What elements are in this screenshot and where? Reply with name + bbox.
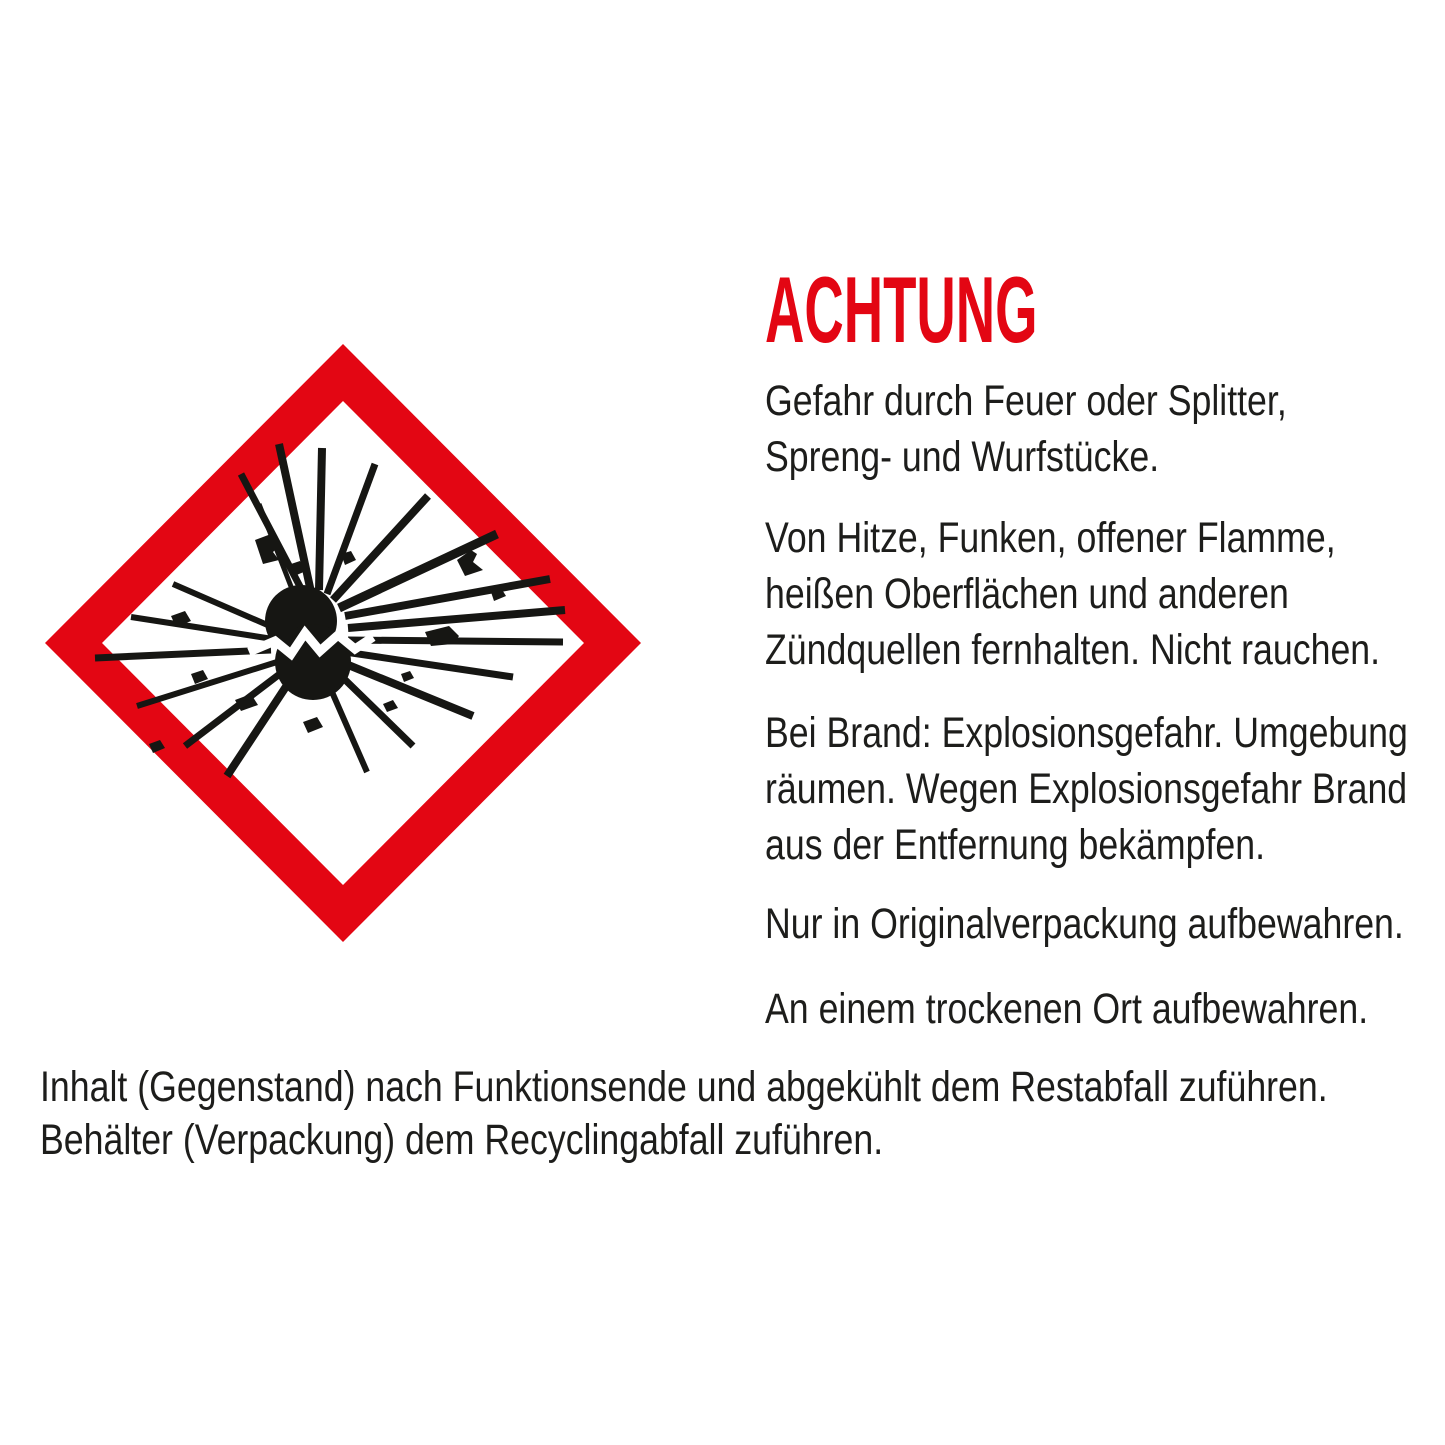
hazard-statement-line: Spreng- und Wurfstücke. xyxy=(765,433,1160,481)
precaution-original-packaging-line: Nur in Originalverpackung aufbewahren. xyxy=(765,900,1404,948)
precaution-dry-place xyxy=(765,981,1368,1037)
precaution-keep-away-line: heißen Oberflächen und anderen xyxy=(765,570,1289,618)
precaution-fire-line: Bei Brand: Explosionsgefahr. Umgebung xyxy=(765,709,1408,757)
hazard-statement-line: Gefahr durch Feuer oder Splitter, xyxy=(765,377,1287,425)
precaution-keep-away-line: Von Hitze, Funken, offener Flamme, xyxy=(765,514,1336,562)
precaution-fire xyxy=(765,705,1408,873)
precaution-keep-away xyxy=(765,510,1380,678)
precaution-fire-line: aus der Entfernung bekämpfen. xyxy=(765,821,1265,869)
precaution-dry-place-line: An einem trockenen Ort aufbewahren. xyxy=(765,985,1369,1033)
ghs01-exploding-bomb-pictogram xyxy=(45,344,641,942)
precaution-keep-away-line: Zündquellen fernhalten. Nicht rauchen. xyxy=(765,626,1381,674)
signal-word: ACHTUNG xyxy=(765,257,1038,362)
precaution-original-packaging xyxy=(765,896,1404,952)
disposal-statement-line: Behälter (Verpackung) dem Recyclingabfall zuführen. xyxy=(40,1116,884,1164)
precaution-fire-line: räumen. Wegen Explosionsgefahr Brand xyxy=(765,765,1408,813)
disposal-statement-line: Inhalt (Gegenstand) nach Funktionsende und abgekühlt dem Restabfall zuführen. xyxy=(40,1063,1328,1111)
disposal-statement xyxy=(40,1061,1328,1167)
hazard-statement xyxy=(765,373,1287,485)
